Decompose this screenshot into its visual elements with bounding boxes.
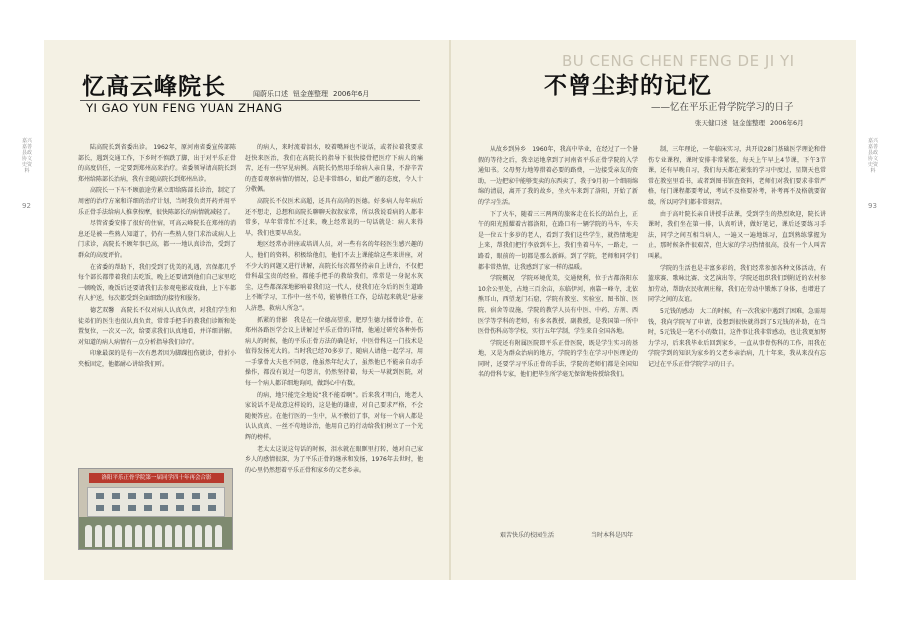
left-date: 2006年6月 [333,90,370,98]
right-caption-right: 当时本科是四年 [591,532,634,539]
left-page-number: 92 [22,202,31,210]
left-article-title: 忆高云峰院长 [82,73,226,100]
paragraph: 印象最深的是有一次有患者因为脚踝扭伤就诊，骨折小夹板固定，他都耐心讲给我们听。 [78,350,236,368]
right-date: 2006年6月 [770,119,804,127]
photo-building [87,487,225,517]
paragraph: 学院的生活也是丰富多彩的，我们经常参加各种文体活动，有篮球赛、歌咏比赛、文艺演出等，学院还组织我们到附近的农村参加劳动，帮助农民收割庄稼，我们在劳动中锻炼了身体，也增进了同学之间的友谊。 [648,264,826,304]
right-article-column-2 [648,145,826,560]
left-margin-label: 嘉兴嘉善县政协文史资料 [21,138,32,174]
paragraph: 陆高院长到省委出诊。 1962年，原河南省委宣传部陈部长，遇到交通工作，下乡时不慎跌了脚，出于对平乐正骨的高度信任，一定要到郑州高来治疗。省委领导请高院长到郑州给陈部长治病，我有幸随高院长到郑州出诊。 [78,144,236,183]
paragraph: 尽管省委安排了很好的住宿，可高云峰院长在郑州的消息还是被一些熟人知道了，仍有一些熟人登门求治或病人上门求诊，高院长不顾年事已高，都一一地认真诊治，受到了群众的高度评价。 [78,220,236,259]
group-photo [78,468,233,550]
paragraph: 抓紧的背影 我是在一位德高望重，肥厚生德力揉骨诊骨，在郑州各路医学会议上讲解过平乐正骨的详情，他通过研究各种外伤病人的时候，他的平乐正骨方法的确是好，中医骨科这一门技术是值得发扬光大的。当时我已经70多岁了，随病人请他一起学习，用一手掌骨大夫也不同意，他虽然年纪大了，虽然他已不能亲自动手操作，都没有说过一句怨言，仍然坚持着，每天一早就到医院，对每一个病人都详细地询问，做到心中有数。 [245,316,423,388]
left-article-pinyin: YI GAO YUN FENG YUAN ZHANG [86,101,283,115]
paragraph: 制，三年理论，一年临床实习，共开设28门基础医学理论和骨伤专业课程，课时安排非常紧张，每天上午早上4节课，下午3节课，还有早晚自习，我们每天都在紧张的学习中度过，星期天也常常在教室里看书，或者到图书馆查资料，老师们对我们要求非常严格，每门课程都要考试，考试不及格要补考，补考再不及格就要留级，所以同学们都非常刻苦。 [648,146,826,206]
right-article-credit [695,118,809,127]
left-article-column-2 [245,143,423,553]
right-recorder: 钮金莲整理 [732,119,765,127]
right-caption-left: 艰苦快乐的校园生活 [500,532,555,539]
paragraph: 高院长不仅医术高超，还具有高尚的医德。好多病人每年病后还不想走，总想和高院长聊聊天叙叙家常，所以我说看病的人都非常多，早年常常忙不过来，晚上经常说的一句话就是：病人来得早，我们也要早出发。 [245,197,423,237]
right-article-title: 不曾尘封的记忆 [544,72,712,99]
right-narrator: 张天健口述 [695,119,728,127]
paragraph: 老太太这说这句话的时候，泪水就在眼眶里打转，她对自己家乡人的感情很深，为了平乐正骨的继承和发扬，1976年去世时，他的心里仍然想着平乐正骨和家乡的父老乡亲。 [245,445,423,474]
paragraph: 从故乡到异乡 1960年，我高中毕业，在经过了一个暑假的等待之后，我幸运地拿到了河南省平乐正骨学院的入学通知书。父母努力地筹措着必要的路费，一边接受亲友的资助，一边把家中能够变卖的东西卖了，我于9月初一个细雨绵绵的清晨，离开了我的故乡，坐火车来到了洛阳，开始了新的学习生活。 [478,146,638,206]
left-article-column-1 [78,143,236,463]
paragraph: 的病人，来时流着泪水，咬着嘴唇也不说话，或者拉着我要求赶快来医治，我们在高院长的指导下很快接骨把医疗下病人的痛苦，还有一些罕见病例。高院长仍然用手给病人亲自量，不辞辛苦的查看观察病情的情况，总是非常细心，如此严谨的态度，令人十分敬佩。 [245,144,423,194]
paragraph: 5元钱的感动 大二的时候，有一次我家中遇到了困难，急需用钱，我向学院写了申请，没想到很快就得到了5元钱的补助，在当时，5元钱是一笔不小的数目，这件事让我非常感动，也让我更加努力学习，后来我毕业后回到家乡，一直从事骨伤科的工作，用我在学院学到的知识为家乡的父老乡亲治病，几十年来，我从来没有忘记过在平乐正骨学院学习的日子。 [648,307,826,368]
photo-banner: 洛阳平乐正骨学院第一届同学四十年再会合影 [89,473,224,483]
right-margin-label: 嘉兴嘉善县政协文史资料 [867,138,878,174]
paragraph: 由于高叶院长亲自讲授手法课，受到学生的热烈欢迎，院长讲课时，我们坐在第一排，认真听讲，做好笔记，课后还要练习手法，同学之间互相当病人，一遍又一遍地练习，直到熟练掌握为止，那时候条件很艰苦，但大家的学习热情很高，没有一个人叫苦叫累。 [648,210,826,260]
paragraph: 在省委的帮助下，我们受到了优美的礼遇，宫保都几乎每个部长都带着我们去吃饭，晚上还要请到他们自己家里吃一顿晚饭，晚饭后还要请我们去参观电影或戏曲，上下车都有人护送，每次都受到全面细致的接待和服务。 [78,263,236,303]
photo-people [79,517,232,549]
paragraph: 学院还有附属医院即平乐正骨医院，既是学生实习的基地，又是为群众治病的地方，学院的学生在学习中医理论的同时，还要学习平乐正骨的手法，学院的老师们都是全国知名的骨科专家，他们把毕生所学毫无保留地传授给我们。 [478,339,638,379]
paragraph: 下了火车，随着三三两两的旅客走在长长的站台上，正午的阳光照耀着古都洛阳，在路口有一辆学院的马车，车夫是一位五十多岁的老人，看到了我们这些学生，就热情地迎上来，帮我们把行李放到车上，我们坐着马车，一路走，一路看，眼前的一切都是那么新鲜。到了学院，老师和同学们都非常热情，让我感到了家一样的温暖。 [478,210,638,271]
center-gutter [449,40,451,580]
paragraph: 高院长一下车不顾旅途劳累立即给陈部长诊治，制定了周密的治疗方案和详细的治疗计划，当时我负责开药并用平乐正骨手法给病人推拿按摩，很快陈部长的病情就减轻了。 [78,187,236,216]
right-page-number: 93 [868,202,877,210]
right-article-subtitle: ——忆在平乐正骨学院学习的日子 [651,102,794,113]
paragraph: 德艺双馨 高院长不仅对病人认真负责，对我们学生和徒弟们的医生也很认真负责，常常手把手的教我们诊断和处置复位，一次又一次，给要求我们认真地看，并详细讲解。对知道的病人病情有一点分析指导我们诊疗。 [78,306,236,346]
paragraph: 的病，地只能完全地说“我不能看啊”。后来我才明白，地老人家说话不是故意这样说的，这是他的谦虚，对自己要求严格，不会随便答应。在他行医的一生中，从不敷衍了事，对每一个病人都是认认真真、一丝不苟地诊治，他用自己的行动给我们树立了一个光辉的榜样。 [245,391,423,442]
right-article-pinyin-watermark: BU CENG CHEN FENG DE JI YI [562,52,795,70]
left-recorder: 钮金莲整理 [293,90,328,98]
left-article-credit [253,89,374,99]
paragraph: 地区经常办讲座或培训人员，对一些有名的年轻医生感兴趣的人，他们的资料，积极给他们，他们不去上课能给这些来讲座，对不少大的问题又进行讲解，高院长每次都坚持亲自上讲台，不仅把骨科最宝贵的经验，都能手把手的教给我们，常常是一身泥水灰尘，这些都深深地影响着我们这一代人，使我们在今后的医生道路上不断学习，工作中一丝不苟，能够胜任工作，总结起来就是“悬壶人济患，救病人所急”。 [245,241,423,312]
right-article-column-1 [478,145,638,525]
left-narrator: 闻蔚乐口述 [253,90,288,98]
paragraph: 学院概况 学院环境优美，交通便利，位于古都洛阳东10余公里处，占地三百余亩，东临伊河，南靠一峰寺，北依熊耳山，西望龙门石窟，学院有教室、实验室、图书馆、医院、宿舍等设施，学院的教学人员有中医、中药、方剂、西医学等学科的老师，有多名教授、副教授，是我国第一所中医骨伤科高等学校，实行五年学制，学生来自全国各地。 [478,275,638,336]
